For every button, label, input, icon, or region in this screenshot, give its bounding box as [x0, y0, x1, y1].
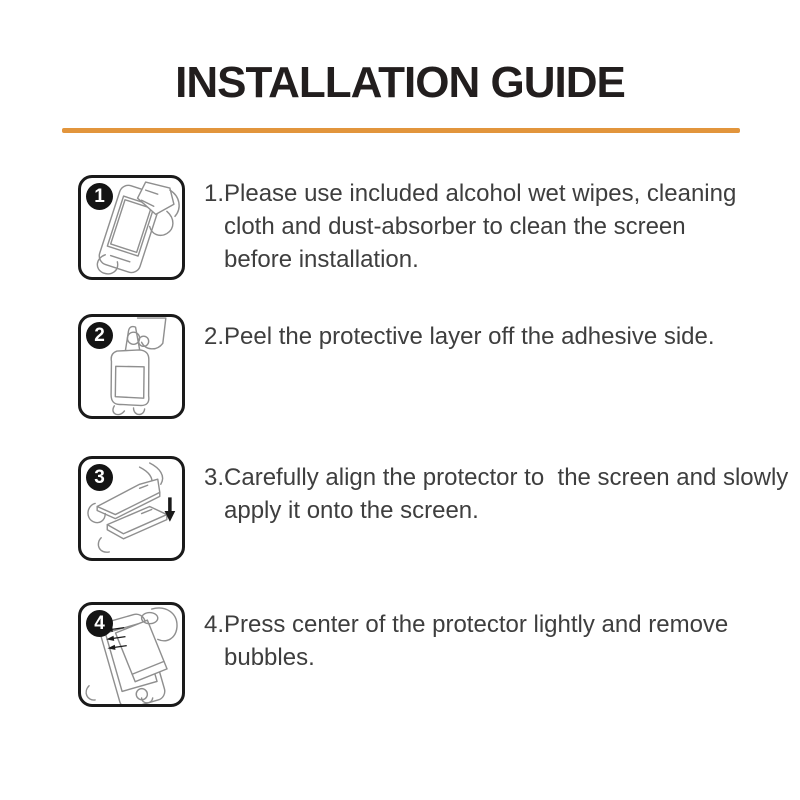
step1-line2: cloth and dust-absorber to clean the screen — [224, 213, 686, 240]
step4-line2: bubbles. — [224, 644, 315, 671]
step2-line1: 2.Peel the protective layer off the adhesive side. — [204, 323, 715, 350]
step3-illustration-box — [78, 456, 185, 561]
step1-illustration-box — [78, 175, 185, 280]
step1-line1: 1.Please use included alcohol wet wipes, cleaning — [204, 180, 737, 207]
page-title: INSTALLATION GUIDE — [175, 58, 625, 107]
step2-text — [204, 320, 715, 353]
step4-line1: 4.Press center of the protector lightly and remove — [204, 611, 729, 638]
step2-illustration-box — [78, 314, 185, 419]
step3-text — [204, 461, 788, 527]
step4-text — [204, 608, 728, 674]
step4-number-badge: 4 — [86, 610, 113, 637]
accent-divider — [62, 128, 740, 133]
step1-number-badge: 1 — [86, 183, 113, 210]
step3-number-badge: 3 — [86, 464, 113, 491]
step2-number-badge: 2 — [86, 322, 113, 349]
step4-illustration-box — [78, 602, 185, 707]
step1-line3: before installation. — [224, 246, 419, 273]
step3-line1: 3.Carefully align the protector to the screen and slowly — [204, 464, 789, 491]
step3-line2: apply it onto the screen. — [224, 497, 479, 524]
step1-text — [204, 177, 736, 276]
